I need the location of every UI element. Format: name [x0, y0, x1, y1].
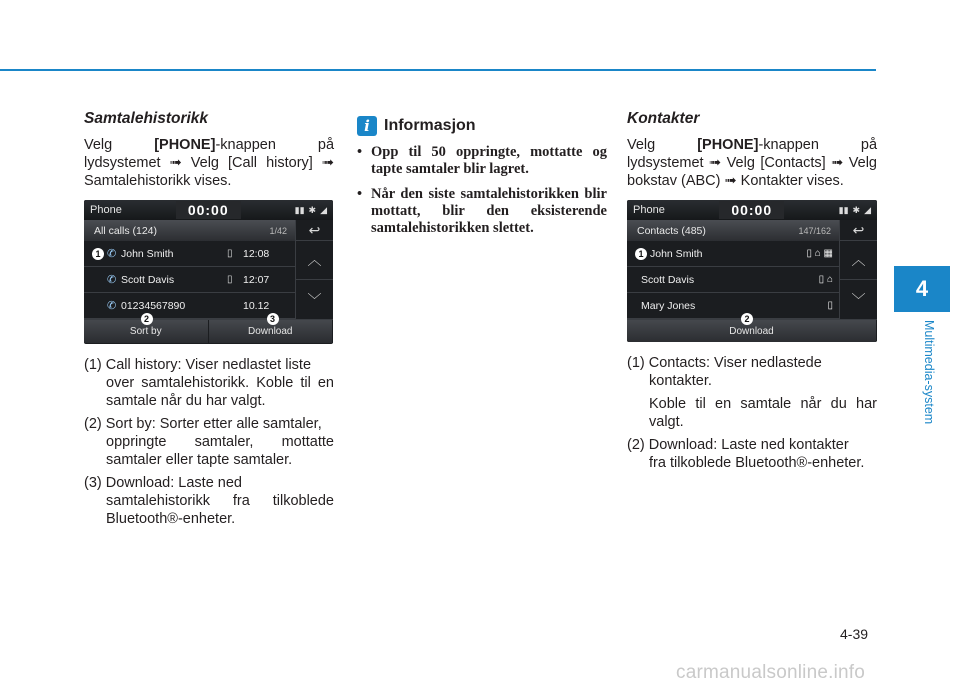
outgoing-call-icon: ✆ — [107, 247, 117, 260]
chapter-label — [922, 320, 936, 450]
intro-post: -knappen på lydsystemet ➟ Velg [Contacts] ➟ Velg bokstav (ABC) ➟ Kontakter vises. — [627, 137, 878, 189]
chevron-up-icon[interactable]: ︿ — [296, 241, 333, 280]
intro-text — [84, 136, 334, 190]
download-label: Download — [248, 325, 293, 337]
item-rest: samtalehistorikk fra tilkoblede Bluetooth®-enheter. — [106, 493, 334, 527]
back-icon[interactable]: ↩ — [296, 220, 333, 241]
item-head: Download: Laste ned kontakter — [648, 437, 849, 453]
sort-by-button[interactable] — [84, 314, 209, 343]
intro-text — [627, 136, 877, 190]
contact-row[interactable] — [627, 241, 839, 267]
info-title: Informasjon — [384, 117, 476, 134]
contact-row[interactable] — [627, 293, 839, 319]
contact-name: Scott Davis — [641, 273, 695, 286]
back-icon[interactable]: ↩ — [840, 220, 877, 241]
chevron-down-icon[interactable]: ﹀ — [851, 291, 866, 308]
item-number: (2) — [627, 437, 645, 453]
section-title: Samtalehistorikk — [84, 110, 209, 127]
screen-app-name: Phone — [90, 204, 122, 216]
item-rest: over samtalehistorikk. Koble til en samtale når du har valgt. — [106, 375, 334, 409]
battery-icon: ▮▮ — [294, 205, 305, 215]
item-number: (3) — [84, 475, 102, 491]
intro-pre: Velg — [627, 137, 698, 153]
section-title: Kontakter — [627, 110, 700, 127]
call-row[interactable] — [84, 293, 295, 319]
chevron-up-icon[interactable]: ︿ — [840, 241, 877, 280]
mobile-icon: ▯ — [227, 273, 233, 285]
list-item — [627, 354, 877, 390]
screen-side-controls — [295, 220, 333, 319]
item-number: (2) — [84, 416, 102, 432]
call-name: John Smith — [121, 247, 174, 260]
callout-3: 3 — [267, 313, 279, 325]
call-row[interactable] — [84, 267, 295, 293]
screen-side-controls — [839, 220, 877, 319]
bluetooth-icon: ✱ — [852, 205, 861, 215]
item-head: Contacts: Viser nedlastede — [648, 355, 822, 371]
watermark: carmanualsonline.info — [676, 662, 866, 683]
column-contacts — [627, 110, 877, 477]
list-header — [84, 220, 295, 241]
chapter-label-text: Multimedia-system — [922, 320, 936, 425]
page-number: 4-39 — [840, 626, 869, 642]
call-history-screen — [84, 200, 333, 344]
incoming-call-icon: ✆ — [107, 273, 117, 286]
info-header — [357, 116, 607, 136]
item-head: Call history: Viser nedlastet liste — [105, 357, 312, 373]
list-item — [627, 436, 877, 472]
contact-name: Mary Jones — [641, 299, 696, 312]
item-head: Sort by: Sorter etter alle samtaler, — [105, 416, 322, 432]
screen-bottom-buttons — [627, 314, 877, 342]
contacts-count-label: Contacts (485) — [637, 224, 706, 237]
contact-type-icons: ▯ ⌂ — [818, 273, 833, 285]
contact-type-icons: ▯ ⌂ ▦ — [806, 247, 833, 259]
bluetooth-icon: ✱ — [308, 205, 317, 215]
screen-app-name: Phone — [633, 204, 665, 216]
signal-icon: ◢ — [864, 205, 871, 215]
list-header — [627, 220, 839, 241]
phone-key: [PHONE] — [154, 137, 216, 153]
bullet-item: • Opp til 50 oppringte, mottatte og tapte samtaler blir lagret. — [357, 144, 607, 178]
top-rule — [0, 69, 876, 71]
screen-clock: 00:00 — [719, 201, 784, 219]
list-item — [84, 356, 334, 410]
contacts-screen — [627, 200, 877, 342]
intro-post: -knappen på lydsystemet ➟ Velg [Call history] ➟ Samtalehistorikk vises. — [84, 137, 335, 189]
info-icon: i — [357, 116, 377, 136]
mobile-icon: ▯ — [227, 247, 233, 259]
call-time: 12:08 — [243, 247, 270, 260]
column-information — [357, 116, 607, 245]
info-bullets — [357, 144, 607, 237]
call-time: 12:07 — [243, 273, 270, 286]
missed-call-icon: ✆ — [107, 299, 117, 312]
screen-status-bar — [84, 200, 333, 220]
contact-type-icons: ▯ — [827, 299, 833, 311]
item-rest: fra tilkoblede Bluetooth®-enheter. — [649, 455, 865, 471]
callout-2: 2 — [141, 313, 153, 325]
screen-clock: 00:00 — [176, 201, 241, 219]
status-icons — [839, 201, 871, 219]
call-row[interactable] — [84, 241, 295, 267]
chapter-number-tab: 4 — [894, 266, 950, 312]
call-name: 01234567890 — [121, 299, 186, 312]
download-button[interactable] — [209, 314, 334, 343]
item-head: Download: Laste ned — [105, 475, 243, 491]
list-count: 1/42 — [269, 225, 287, 236]
item-number: (1) — [627, 355, 645, 371]
list-item-continuation: Koble til en samtale når du har valgt. — [649, 396, 877, 430]
bullet-item: • Når den siste samtalehistorikken blir mottatt, blir den eksisterende samtalehistorikken slettet. — [357, 186, 607, 237]
download-label: Download — [729, 325, 774, 337]
contact-name: John Smith — [650, 247, 703, 260]
item-number: (1) — [84, 357, 102, 373]
call-name: Scott Davis — [121, 273, 175, 286]
item-rest: oppringte samtaler, mottatte samtaler eller tapte samtaler. — [106, 434, 334, 468]
list-item — [84, 415, 334, 469]
download-button[interactable] — [627, 314, 877, 342]
contact-row[interactable] — [627, 267, 839, 293]
phone-key: [PHONE] — [697, 137, 759, 153]
sort-by-label: Sort by — [129, 325, 162, 337]
list-count: 147/162 — [798, 225, 831, 236]
callout-2: 2 — [741, 313, 753, 325]
item-rest: kontakter. — [649, 373, 712, 389]
screen-status-bar — [627, 200, 877, 220]
callout-1: 1 — [92, 248, 104, 260]
all-calls-label: All calls (124) — [94, 224, 158, 237]
status-icons — [295, 201, 327, 219]
chevron-down-icon[interactable]: ﹀ — [307, 291, 322, 308]
screen-bottom-buttons — [84, 314, 333, 343]
item-list — [84, 356, 334, 528]
call-time: 10.12 — [243, 299, 270, 312]
battery-icon: ▮▮ — [838, 205, 849, 215]
column-call-history — [84, 110, 334, 533]
list-item — [84, 474, 334, 528]
intro-pre: Velg — [84, 137, 155, 153]
callout-1: 1 — [635, 248, 647, 260]
item-list — [627, 354, 877, 472]
signal-icon: ◢ — [320, 205, 327, 215]
